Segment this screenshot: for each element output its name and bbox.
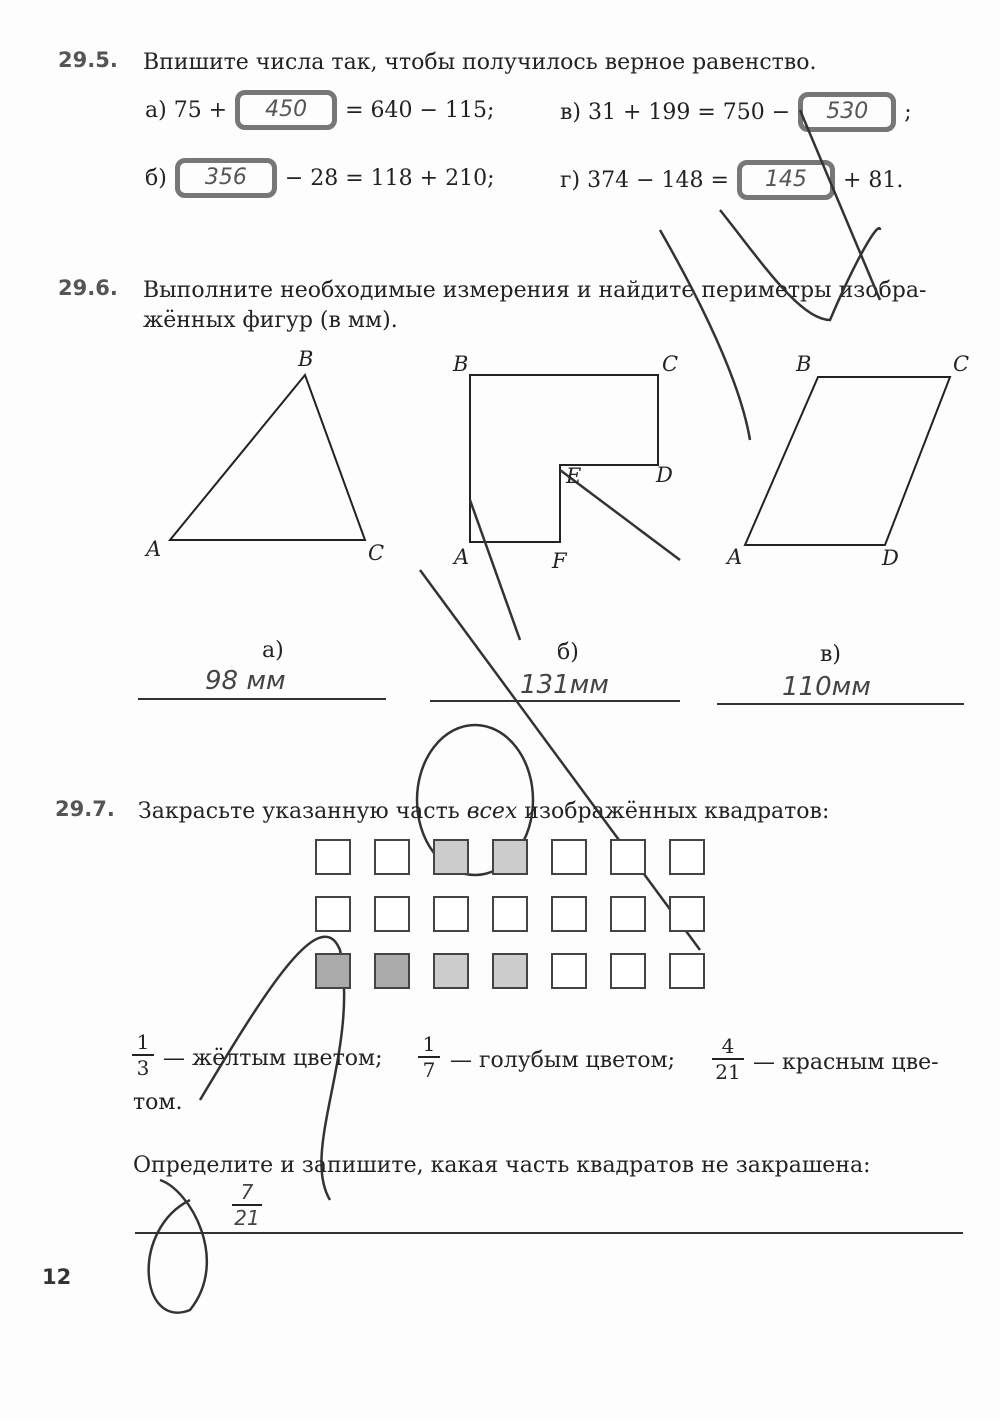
- numerator: 1: [132, 1030, 154, 1056]
- exercise-text: жённых фигур (в мм).: [143, 308, 398, 333]
- exercise-number: 29.5.: [58, 48, 118, 72]
- grid-square[interactable]: [669, 953, 705, 989]
- eq-a-pre: а) 75 +: [145, 97, 228, 123]
- grid-square[interactable]: [374, 839, 410, 875]
- l-shape: [470, 375, 658, 542]
- grid-square[interactable]: [315, 896, 351, 932]
- grid-square[interactable]: [669, 896, 705, 932]
- grid-square[interactable]: [374, 953, 410, 989]
- grid-square[interactable]: [669, 839, 705, 875]
- exercise-text: [138, 799, 829, 824]
- answer-b[interactable]: 131мм: [520, 670, 609, 700]
- answer-a[interactable]: 98 мм: [205, 666, 286, 696]
- grid-square[interactable]: [492, 953, 528, 989]
- grid-square[interactable]: [551, 953, 587, 989]
- color-instruction: — голубым цветом;: [450, 1048, 676, 1073]
- continuation-text: том.: [133, 1090, 183, 1115]
- answer-box-v[interactable]: 530: [798, 92, 896, 132]
- answer-box-b[interactable]: 356: [175, 158, 277, 198]
- answer-v[interactable]: 110мм: [782, 672, 871, 702]
- grid-square[interactable]: [610, 896, 646, 932]
- caption-b: б): [557, 640, 579, 665]
- color-instruction: — красным цве-: [753, 1050, 939, 1075]
- text-part: Закрасьте указанную часть: [138, 799, 460, 824]
- answer-line: [135, 1232, 963, 1234]
- grid-square[interactable]: [492, 839, 528, 875]
- answer-line: [430, 700, 680, 702]
- eq-v-pre: в) 31 + 199 = 750 −: [560, 99, 791, 125]
- text-emphasis: всех: [466, 799, 518, 824]
- grid-square[interactable]: [433, 839, 469, 875]
- eq-a-post: = 640 − 115;: [345, 97, 495, 123]
- fraction-4-21: [712, 1034, 744, 1084]
- text-part: изображённых квадратов:: [524, 799, 830, 824]
- grid-square[interactable]: [551, 839, 587, 875]
- grid-square[interactable]: [315, 953, 351, 989]
- numerator: 4: [712, 1034, 744, 1060]
- grid-square[interactable]: [610, 839, 646, 875]
- exercise-number: 29.7.: [55, 797, 115, 821]
- numerator: 7: [232, 1180, 262, 1206]
- vertex-label: B: [453, 352, 469, 376]
- vertex-label: B: [298, 347, 314, 371]
- vertex-label: A: [727, 545, 743, 569]
- eq-b-post: − 28 = 118 + 210;: [284, 165, 495, 191]
- page-number: 12: [42, 1265, 72, 1289]
- eq-g-pre: г) 374 − 148 =: [560, 167, 729, 193]
- exercise-text: Впишите числа так, чтобы получилось верное равенство.: [143, 50, 817, 75]
- vertex-label: C: [662, 352, 679, 376]
- grid-square[interactable]: [315, 839, 351, 875]
- vertex-label: E: [566, 464, 582, 488]
- vertex-label: A: [146, 537, 162, 561]
- color-instruction: — жёлтым цветом;: [163, 1046, 383, 1071]
- answer-line: [717, 703, 964, 705]
- handwritten-scribble: [149, 110, 880, 1313]
- caption-a: а): [262, 638, 284, 663]
- vertex-label: D: [882, 546, 899, 570]
- eq-b-pre: б): [145, 165, 167, 191]
- fraction-1-7: [418, 1032, 440, 1082]
- answer-line: [138, 698, 386, 700]
- answer-box-a[interactable]: 450: [235, 90, 337, 130]
- handwritten-answer[interactable]: [232, 1180, 262, 1230]
- eq-v-post: ;: [904, 99, 912, 125]
- exercise-text: Выполните необходимые измерения и найдите периметры изобра-: [143, 278, 927, 303]
- denominator: 3: [136, 1056, 150, 1080]
- parallelogram-abcd: [745, 377, 950, 545]
- grid-square[interactable]: [492, 896, 528, 932]
- denominator: 21: [715, 1060, 741, 1084]
- vertex-label: A: [454, 545, 470, 569]
- vertex-label: D: [656, 463, 673, 487]
- vertex-label: C: [368, 541, 385, 565]
- eq-g-post: + 81.: [842, 167, 904, 193]
- grid-square[interactable]: [610, 953, 646, 989]
- grid-square[interactable]: [551, 896, 587, 932]
- vertex-label: F: [552, 549, 567, 573]
- triangle-abc: [170, 375, 365, 540]
- exercise-number: 29.6.: [58, 276, 118, 300]
- grid-square[interactable]: [374, 896, 410, 932]
- answer-box-g[interactable]: 145: [737, 160, 835, 200]
- vertex-label: C: [953, 352, 970, 376]
- denominator: 7: [422, 1058, 436, 1082]
- denominator: 21: [234, 1206, 260, 1230]
- question-text: Определите и запишите, какая часть квадратов не закрашена:: [133, 1153, 871, 1178]
- grid-square[interactable]: [433, 896, 469, 932]
- vertex-label: B: [796, 352, 812, 376]
- grid-square[interactable]: [433, 953, 469, 989]
- fraction-1-3: [132, 1030, 154, 1080]
- numerator: 1: [418, 1032, 440, 1058]
- caption-v: в): [820, 642, 841, 667]
